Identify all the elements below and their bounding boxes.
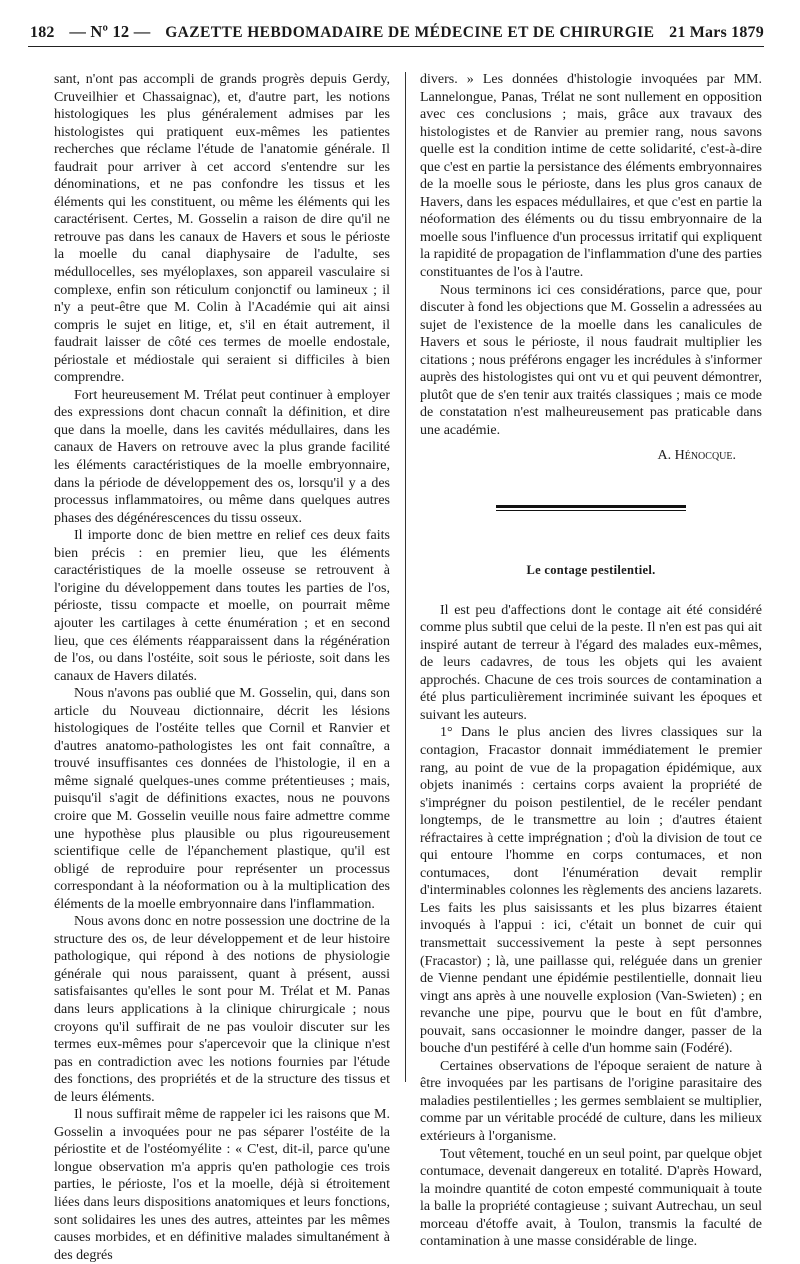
header-rule	[28, 46, 764, 47]
author-signature: A. Hénocque.	[657, 448, 736, 464]
page-number: 182	[30, 24, 55, 41]
paragraph: Nous avons donc en notre possession une doctrine de la structure des os, de leur développement et de leur histoire pathologique, qui répond à des notions de physiologie générale qui nous paraissent, quant à présent, aussi satisfaisantes qu'elles le sont pour M. Trélat et M. Panas dans leurs applications à la clinique chirurgicale ; nous croyons qu'il suffirait de ne pas vouloir discuter sur les termes eux-mêmes pour s'apercevoir que la clinique n'est pas en contradiction avec les notions fournies par l'étude des fonctions, des propriétés et de la structure des tissus et de leurs éléments.	[54, 914, 390, 1105]
journal-title: GAZETTE HEBDOMADAIRE DE MÉDECINE ET DE CHIRURGIE	[165, 24, 655, 41]
paragraph: Certaines observations de l'époque seraient de nature à être invoquées par les partisans de l'origine parasitaire des maladies pestilentielles ; les germes semblaient se multiplier, comme par un véritable procédé de culture, dans les milieux extérieurs à l'organisme.	[420, 1058, 762, 1144]
paragraph: Tout vêtement, touché en un seul point, par quelque objet contumace, devenait dangereux en totalité. D'après Howard, la moindre quantité de coton empesté communiquait à toute la balle la propriété contagieuse ; suivant Autrechau, un seul morceau d'étoffe avait, à Toulon, transmis la faculté de contamination à une masse considérable de linge.	[420, 1146, 762, 1250]
issue-number: — Nº 12 —	[69, 22, 151, 41]
running-header	[30, 8, 764, 42]
section-title: Le contage pestilentiel.	[526, 563, 656, 578]
column-divider	[405, 72, 406, 1082]
paragraph: Il importe donc de bien mettre en relief ces deux faits bien précis : en premier lieu, que les éléments caractéristiques de la moelle osseuse se retrouvent à l'origine du développement dans toutes les parties de l'os, périoste, tissu compacte et moelle, on pourrait même ajouter les cartilages à cette énumération ; et en second lieu, que ces éléments réapparaissent dans la régénération de l'os, ou dans l'ostéite, soit sous le périoste, soit dans les canaux de Havers dilatés.	[54, 528, 390, 684]
left-column	[54, 71, 390, 1264]
paragraph: sant, n'ont pas accompli de grands progrès depuis Gerdy, Cruveilhier et Chassaignac), et, d'autre part, les notions histologiques les plus généralement admises par les histologistes qui pratiquent eux-mêmes les patientes recherches que réclame l'étude de l'anatomie générale. Il faudrait pour arriver à cet accord s'entendre sur les dénominations, et ne pas confondre les tissus et les éléments qui les constituent, ou même les éléments qui les caractérisent. Certes, M. Gosselin a raison de dire qu'il ne retrouve pas dans les canaux de Havers et sous le périoste la moelle du canal diaphysaire de l'adulte, ses médullocelles, ses myéloplaxes, son appareil vasculaire si complexe, enfin son réticulum conjonctif ou lamineux ; il n'y a peut-être que M. Colin à l'Académie qui ait ainsi compris le sujet en litige, et, s'il en était autrement, il faudrait laisser de côté ces termes de moelle endostale, périostale et médiostale qui seraient si difficiles à bien comprendre.	[54, 72, 390, 386]
right-column	[420, 71, 762, 1251]
paragraph: Fort heureusement M. Trélat peut continuer à employer des expressions dont chacun connaît la définition, et dire que dans la moelle, dans les cavités médullaires, dans les canaux de Havers on retrouve avec la plus grande facilité les éléments caractéristiques de la moelle embryonnaire, dans la période de développement des os, lorsqu'il y a des processus inflammatoires, ou même dans quelques autres phases des dégénérescences du tissu osseux.	[54, 387, 390, 526]
paragraph: Nous n'avons pas oublié que M. Gosselin, qui, dans son article du Nouveau dictionnaire, décrit les lésions histologiques de l'ostéite telles que Cornil et Ranvier et d'autres anatomo-pathologistes les ont fait connaître, a trouvé insuffisantes ces données de l'histologie, il en a même signalé quelques-unes comme prétentieuses ; mais, puisqu'il s'agit de définitions exactes, nous ne pouvons croire que M. Gosselin veuille nous faire admettre comme une hypothèse plus plausible ou plus rigoureusement scientifique celle de l'épanchement plastique, qu'il est obligé de reproduire pour représenter un processus correspondant à la néoformation ou à la multiplication des éléments de la moelle embryonnaire dans l'inflammation.	[54, 686, 390, 912]
issue-date: 21 Mars 1879	[669, 24, 764, 41]
paragraph: Nous terminons ici ces considérations, parce que, pour discuter à fond les objections que M. Gosselin a adressées au sujet de l'existence de la moelle dans les canalicules de Havers et sous le périoste, il nous faudrait multiplier les citations ; nous préférons engager les incrédules à s'informer auprès des histologistes qui ont vu et qui peuvent démontrer, plutôt que de s'en tenir aux traités classiques ; mais ce mode de constatation n'est malheureusement pas praticable dans une académie.	[420, 282, 762, 438]
paragraph: Il est peu d'affections dont le contage ait été considéré comme plus subtil que celui de la peste. Il n'en est pas qui ait inspiré autant de terreur à l'égard des malades eux-mêmes, de leurs cadavres, de tous les objets qui les avaient approchés. Chacune de ces trois sources de contamination a été plus particulièrement incriminée suivant les époques et suivant les auteurs.	[420, 602, 762, 723]
paragraph: Il nous suffirait même de rappeler ici les raisons que M. Gosselin a invoquées pour ne pas séparer l'ostéite de la périostite et de l'ostéomyélite : « C'est, dit-il, parce qu'une longue observation m'a appris qu'en pathologie ces trois parties, le périoste, l'os et la moelle, déjà si étroitement liées dans leurs dispositions anatomiques et leurs fonctions, sont solidaires les unes des autres, atteintes par les mêmes causes morbides, et en définitive malades simultanément à des degrés	[54, 1107, 390, 1263]
section-separator	[496, 505, 686, 511]
paragraph: divers. » Les données d'histologie invoquées par MM. Lannelongue, Panas, Trélat ne sont nullement en opposition avec ces conclusions ; mais, grâce aux travaux des histologistes et de Ranvier au premier rang, nous savons quelle est la condition intime de cette solidarité, c'est-à-dire que c'est en partie la persistance des éléments embryonnaires de la moelle sous le périoste, dans les plus gros canaux de Havers, dans les espaces médullaires, et que c'est en partie la néoformation des éléments ou du tissu embryonnaire de la moelle sous l'influence d'un processus irritatif qui expliquent la rapidité de propagation de l'inflammation d'une des parties constituantes de l'os à l'autre.	[420, 72, 762, 281]
paragraph: 1° Dans le plus ancien des livres classiques sur la contagion, Fracastor donnait immédiatement le premier rang, au point de vue de la propagation épidémique, aux objets inanimés : certains corps avaient la propriété de s'imprégner du poison pestilentiel, de le recéler pendant longtemps, de le transmettre au loin ; d'autres étaient réfractaires à cette imprégnation ; d'où la division de tout ce qui entoure l'homme en corps contumaces, et non contumaces, dont l'énumération devait remplir d'interminables colonnes les règlements des anciens lazarets. Les faits les plus saisissants et les plus bizarres étaient invoqués à l'appui : ici, c'était un bonnet de cuir qui transmettait successivement la peste à sept personnes (Fracastor) ; là, une paillasse qui, reléguée dans un grenier de Vienne pendant une épidémie pestilentielle, donnait lieu vingt ans après à une nouvelle explosion (Van-Swieten) ; en revanche une pipe, pourvu que le bout en fût d'ambre, pouvait, sans occasionner le moindre danger, passer de la bouche d'un pestiféré à celle d'un homme sain (Fodéré).	[420, 725, 762, 1057]
